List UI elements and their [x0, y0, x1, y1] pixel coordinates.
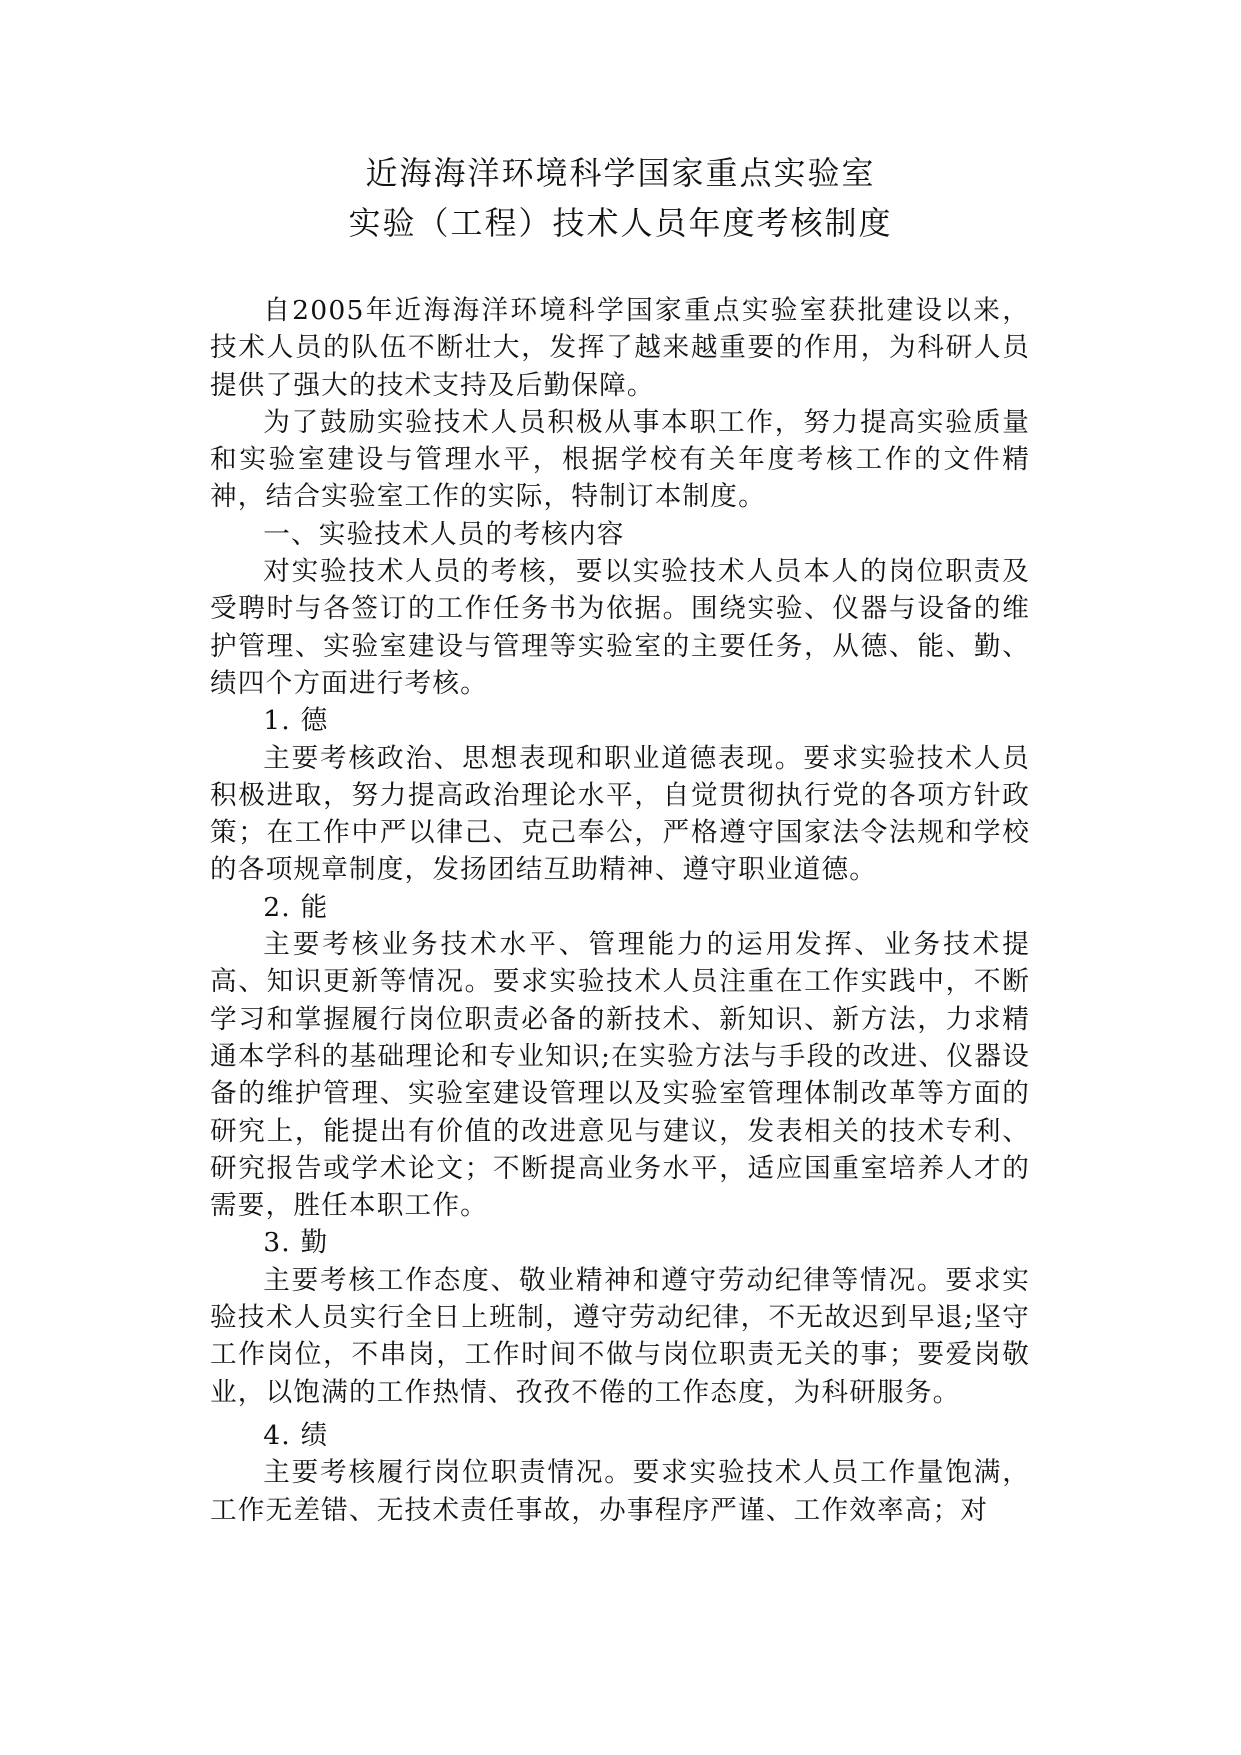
section-heading: 一、实验技术人员的考核内容 [263, 518, 625, 550]
item-heading-ji: 4. 绩 [263, 1419, 329, 1451]
item-paragraph-qin: 主要考核工作态度、敬业精神和遵守劳动纪律等情况。要求实验技术人员实行全日上班制，遵守劳动纪律，不无故迟到早退;坚守工作岗位，不串岗，工作时间不做与岗位职责无关的事；要爱岗敬业，以饱满的工作热情、孜孜不倦的工作态度，为科研服务。 [210, 1264, 1030, 1408]
item-heading-de: 1. 德 [263, 705, 329, 737]
purpose-paragraph: 为了鼓励实验技术人员积极从事本职工作，努力提高实验质量和实验室建设与管理水平，根据学校有关年度考核工作的文件精神，结合实验室工作的实际，特制订本制度。 [210, 406, 1030, 513]
title-line-1: 近海海洋环境科学国家重点实验室 [365, 154, 876, 192]
item-paragraph-de: 主要考核政治、思想表现和职业道德表现。要求实验技术人员积极进取，努力提高政治理论水平，自觉贯彻执行党的各项方针政策；在工作中严以律己、克己奉公，严格遵守国家法令法规和学校的各项规章制度，发扬团结互助精神、遵守职业道德。 [210, 742, 1030, 886]
title-line-2: 实验（工程）技术人员年度考核制度 [348, 204, 893, 242]
document-title [0, 148, 1241, 248]
item-heading-neng: 2. 能 [263, 891, 329, 923]
item-paragraph-ji: 主要考核履行岗位职责情况。要求实验技术人员工作量饱满，工作无差错、无技术责任事故，办事程序严谨、工作效率高；对 [210, 1457, 1030, 1526]
document-body [210, 292, 1030, 1529]
item-heading-qin: 3. 勤 [263, 1227, 329, 1259]
section-paragraph: 对实验技术人员的考核，要以实验技术人员本人的岗位职责及受聘时与各签订的工作任务书为依据。围绕实验、仪器与设备的维护管理、实验室建设与管理等实验室的主要任务，从德、能、勤、绩四个方面进行考核。 [210, 556, 1030, 699]
item-paragraph-neng: 主要考核业务技术水平、管理能力的运用发挥、业务技术提高、知识更新等情况。要求实验技术人员注重在工作实践中，不断学习和掌握履行岗位职责必备的新技术、新知识、新方法，力求精通本学科的基础理论和专业知识;在实验方法与手段的改进、仪器设备的维护管理、实验室建设管理以及实验室管理体制改革等方面的研究上，能提出有价值的改进意见与建议，发表相关的技术专利、研究报告或学术论文；不断提高业务水平，适应国重室培养人才的需要，胜任本职工作。 [210, 929, 1030, 1222]
intro-paragraph: 自2005年近海海洋环境科学国家重点实验室获批建设以来，技术人员的队伍不断壮大，发挥了越来越重要的作用，为科研人员提供了强大的技术支持及后勤保障。 [210, 295, 1030, 401]
